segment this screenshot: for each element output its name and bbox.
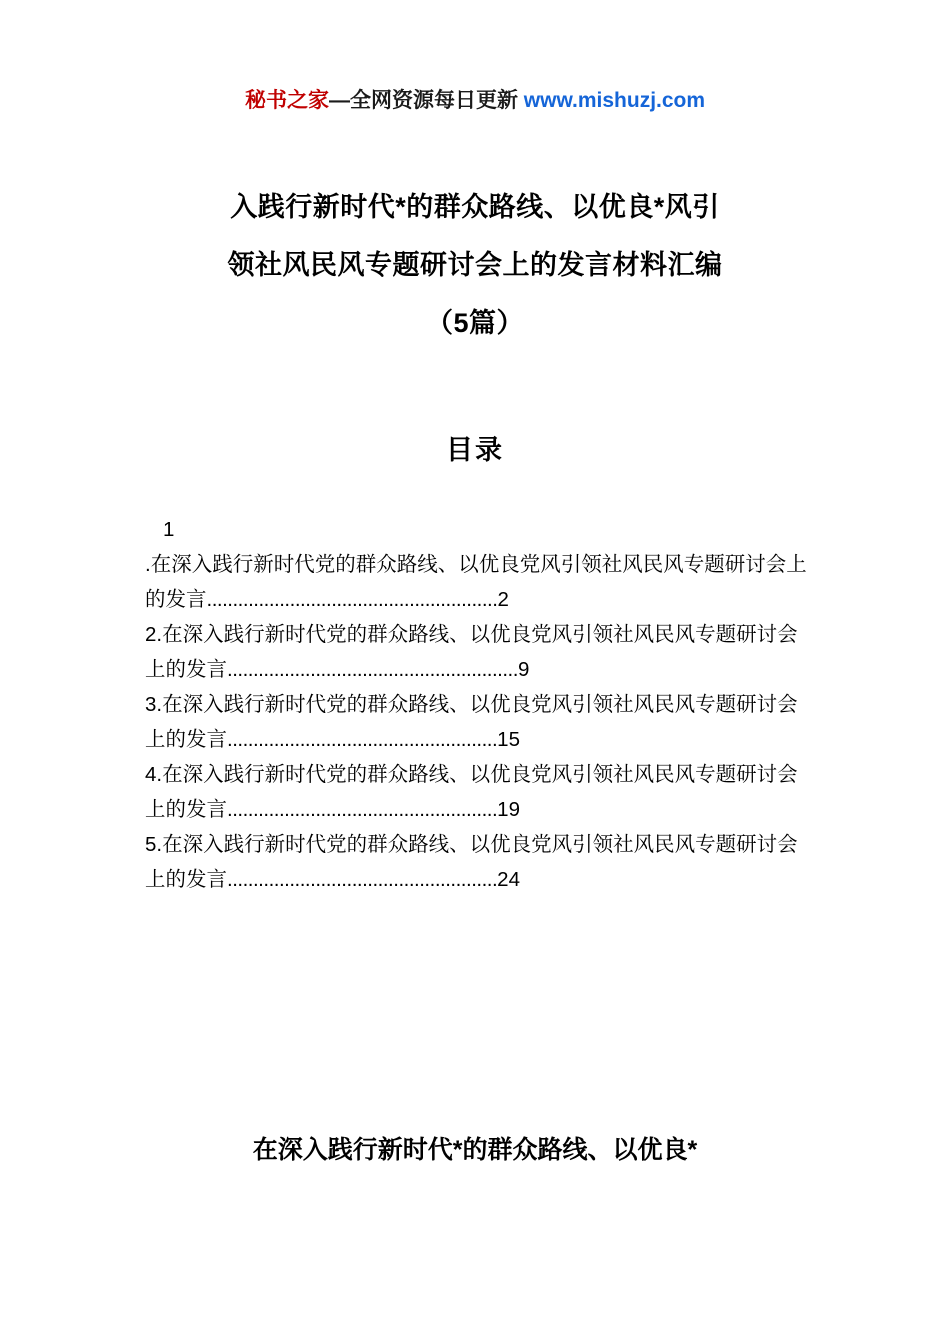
toc-item-label: 4.在深入践行新时代党的群众路线、以优良党风引领社风民风专题研讨会上的发言	[145, 763, 798, 821]
toc-item[interactable]	[145, 757, 810, 827]
toc-item-label: .在深入践行新时代党的群众路线、以优良党风引领社风民风专题研讨会上的发言	[145, 553, 807, 611]
toc-item[interactable]	[145, 827, 810, 897]
section-heading: 在深入践行新时代*的群众路线、以优良*	[252, 1136, 698, 1164]
page-title-line-2: 领社风民风专题研讨会上的发言材料汇编	[227, 250, 723, 280]
toc-item-page: 24	[497, 868, 520, 891]
toc-item-leader: ....................................................	[227, 868, 498, 891]
toc-item-label: 5.在深入践行新时代党的群众路线、以优良党风引领社风民风专题研讨会上的发言	[145, 833, 798, 891]
toc-item[interactable]	[145, 547, 810, 617]
toc-item-leader: ....................................................	[227, 798, 498, 821]
page-title-line-3: （5篇）	[425, 308, 525, 338]
toc-item-page: 15	[497, 728, 520, 751]
toc-first-number: 1	[163, 518, 175, 541]
toc-item-page: 2	[497, 588, 509, 611]
page-title	[140, 178, 810, 352]
site-watermark	[0, 84, 950, 114]
toc-item-label: 2.在深入践行新时代党的群众路线、以优良党风引领社风民风专题研讨会上的发言	[145, 623, 798, 681]
toc-item-page: 9	[517, 658, 530, 681]
toc-item-label: 3.在深入践行新时代党的群众路线、以优良党风引领社风民风专题研讨会上的发言	[145, 693, 798, 751]
toc-item-page: 19	[497, 798, 520, 821]
toc-item[interactable]	[145, 687, 810, 757]
toc-item-leader: ........................................................	[206, 588, 498, 611]
watermark-slogan: —全网资源每日更新	[328, 89, 518, 112]
page-title-line-1: 入践行新时代*的群众路线、以优良*风引	[230, 192, 720, 222]
catalog-heading: 目录	[446, 435, 504, 465]
watermark-url[interactable]: www.mishuzj.com	[523, 89, 706, 112]
watermark-brand: 秘书之家	[244, 89, 329, 112]
toc-item-leader: ........................................................	[227, 658, 518, 681]
table-of-contents	[145, 512, 810, 897]
toc-item-leader: ....................................................	[227, 728, 498, 751]
toc-item[interactable]	[145, 617, 810, 687]
